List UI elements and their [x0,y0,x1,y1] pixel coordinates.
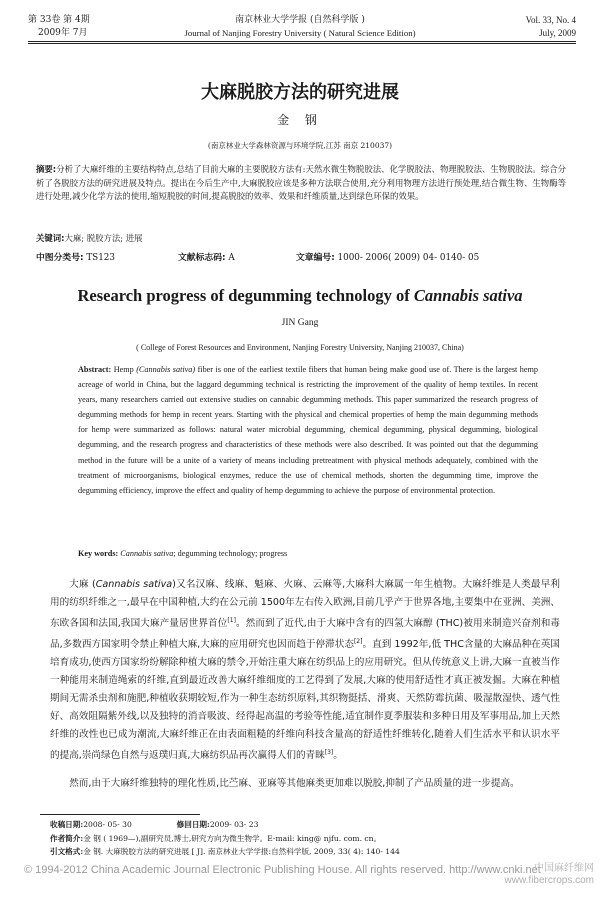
footnote-rule [40,814,200,815]
footnote [50,818,570,859]
abstract-cn-label: 摘要: [36,164,57,174]
abstract-en-species: (Cannabis sativa) [136,365,196,374]
bio-text: 金 钢 ( 1969—),副研究员,博士,研究方向为微生物学。E-mail: king@ njfu. com. cn。 [83,833,382,843]
issue-volume: 第 33卷 第 4期 [28,15,90,25]
author-en: JIN Gang [281,318,319,328]
title-en-text: Research progress of degumming technology of [77,286,414,305]
clc-value: TS123 [86,253,115,263]
clc-label: 中图分类号: [36,253,84,263]
header-rule [28,41,576,42]
body-text: 大麻 ( [69,579,96,590]
body-paragraph-2: 然而,由于大麻纤维独特的理化性质,比苎麻、亚麻等其他麻类更加难以脱胶,抑制了产品质量的进一步提高。 [69,778,520,789]
doc-code-label: 文献标志码: [178,253,226,263]
revised-label: 修回日期: [176,820,210,829]
clc-number [36,250,115,263]
journal-name-cn: 南京林业大学学报 (自然科学版 ) [235,15,365,25]
footnote-citation [50,845,570,859]
journal-name-en: Journal of Nanjing Forestry University ( Natural Science Edition) [184,28,416,38]
body-paragraph-1 [50,576,560,766]
abstract-en [78,362,538,498]
cite-label: 引文格式: [50,847,84,856]
keywords-en-text: ; degumming technology; progress [173,549,288,558]
abstract-cn [36,163,566,204]
body-text: )又名汉麻、线麻、魁麻、火麻、云麻等,大麻科大麻属一年生植物。大麻纤维是人类最早利用的纺织纤维之一,最早在中国种植,大约在公元前 1500年左右传入欧洲,目前几乎产于世界各地,主要集中在亚洲、美洲、东欧各国和法国,我国大麻产量居世界首位 [50,579,560,630]
affiliation-en: ( College of Forest Resources and Environment, Nanjing Forestry University, Nanjing 210037, China) [136,343,464,352]
keywords-en-species: Cannabis sativa [120,549,174,558]
volume-en: Vol. 33, No. 4 [525,15,576,25]
citation-ref: [3] [324,749,334,757]
author-cn: 金 钢 [277,113,323,127]
article-number-label: 文章编号: [296,253,335,263]
title-en-species: Cannabis sativa [413,286,523,305]
footnote-bio [50,832,570,846]
keywords-en [78,546,538,561]
issue-date: 2009年 7月 [38,28,88,38]
cite-text: 金 钢. 大麻脱胶方法的研究进展 [ J]. 南京林业大学学报:自然科学版, 2009, 33( 4): 140- 144 [83,847,400,856]
date-en: July, 2009 [539,28,576,38]
bio-label: 作者简介: [50,833,84,843]
article-number [296,250,479,263]
abstract-en-lead: Hemp [111,365,137,374]
citation-ref: [2] [353,638,363,646]
article-title-cn: 大麻脱胶方法的研究进展 [201,82,399,103]
abstract-cn-text: 分析了大麻纤维的主要结构特点,总结了目前大麻的主要脱胶方法有:天然水微生物脱胶法、化学脱胶法、物理脱胶法、生物脱胶法。综合分析了各脱胶方法的研究进展及特点。提出在今后生产中,大麻脱胶应该是多种方法联合使用,充分利用物理方法进行预处理,结合微生物、生物酶等进行处理,减少化学方法的使用,缩短脱胶的时间,提高脱胶的效率、效果和纤维质量,达到绿色环保的效果。 [36,164,566,202]
body-text: 。直到 1992年,低 THC含量的大麻品种在英国培育成功,使西方国家纷纷解除种植大麻的禁令,开始注重大麻在纺织品上的应用研究。但从传统意义上讲,大麻一直被当作一种能用来制造绳索的纤维,直到最近改善大麻纤维细度的工艺得到了发展,大麻的使用舒适性才真正被发掘。大麻在种植期间无需杀虫剂和施肥,种植收获期较短,作为一种生态纺织原料,其织物挺括、滑爽、天然防霉抗菌、吸湿散湿快、透气性好、高效阻隔紫外线,以及独特的消音吸波、经得起高温的考验等性能,适宜制作夏季服装和多种日用及军事用品,加上天然纤维的改性也已成为潮流,大麻纤维正在由表面粗糙的纤维向科技含量高的舒适性纤维转化,随着人们生活水平和认识水平的提高,崇尚绿色自然与返璞归真,大麻纺织品再次赢得人们的青睐 [50,639,560,762]
body-species: Cannabis sativa [95,579,173,590]
watermark [505,863,594,887]
copyright-notice: © 1994-2012 China Academic Journal Electronic Publishing House. All rights reserved. http://www.cnki.net [24,864,541,876]
citation-ref: [1] [227,617,236,624]
revised-date: 2009- 03- 23 [209,820,259,829]
watermark-cn: 中国麻纤维网 [534,863,594,874]
doc-code-value: A [228,253,235,263]
received-label: 收稿日期: [50,820,84,829]
footnote-dates [50,818,570,832]
keywords-en-label: Key words: [78,549,119,558]
keywords-cn-label: 关键词: [36,233,65,243]
abstract-en-label: Abstract: [78,365,112,374]
watermark-url: www.fibercrops.com [504,875,594,886]
received-date: 2008- 05- 30 [83,820,132,829]
document-code [178,250,235,263]
body-text: 。然而到了近代,由于大麻中含有的四氢大麻醇 (THC)被用来制造兴奋剂和毒品,多数西方国家明令禁止种植大麻,大麻的应用研究也因而趋于停滞状态 [50,618,560,651]
abstract-en-text: fiber is one of the earliest textile fibers that human being make good use of. There is the largest hemp acreage of world in China, but the laggard degumming technical is restricting the improvement of the quality of hemp textiles. In recent years, many researchers carried out extensive studies on cannabic degumming methods. This paper summarized the research progress of degumming methods for hemp in recent years. Starting with the physical and chemical properties of hemp the main degumming methods for hemp were summarized as follows: natural water microbial degumming, chemical degumming, physical degumming, biological degumming, and the research progress and characteristics of these methods were also described. It was pointed out that the degumming method in the future will be a unite of a variety of means including pretreatment with physical methods adequately, combined with the treatment of microorganisms, biological enzymes, reduce the use of chemical methods, shorten the degumming time, improve the degumming efficiency, improve the effect and quality of hemp degumming to achieve the purpose of environmental protection. [78,365,538,495]
article-number-value: 1000- 2006( 2009) 04- 0140- 05 [337,253,480,263]
affiliation-cn: (南京林业大学森林资源与环境学院,江苏 南京 210037) [207,141,393,150]
header-rule-thin [28,43,576,44]
keywords-cn-text: 大麻; 脱胶方法; 进展 [64,233,143,243]
keywords-cn [36,232,566,246]
article-title-en [0,286,600,306]
body-text: 。 [333,750,343,762]
